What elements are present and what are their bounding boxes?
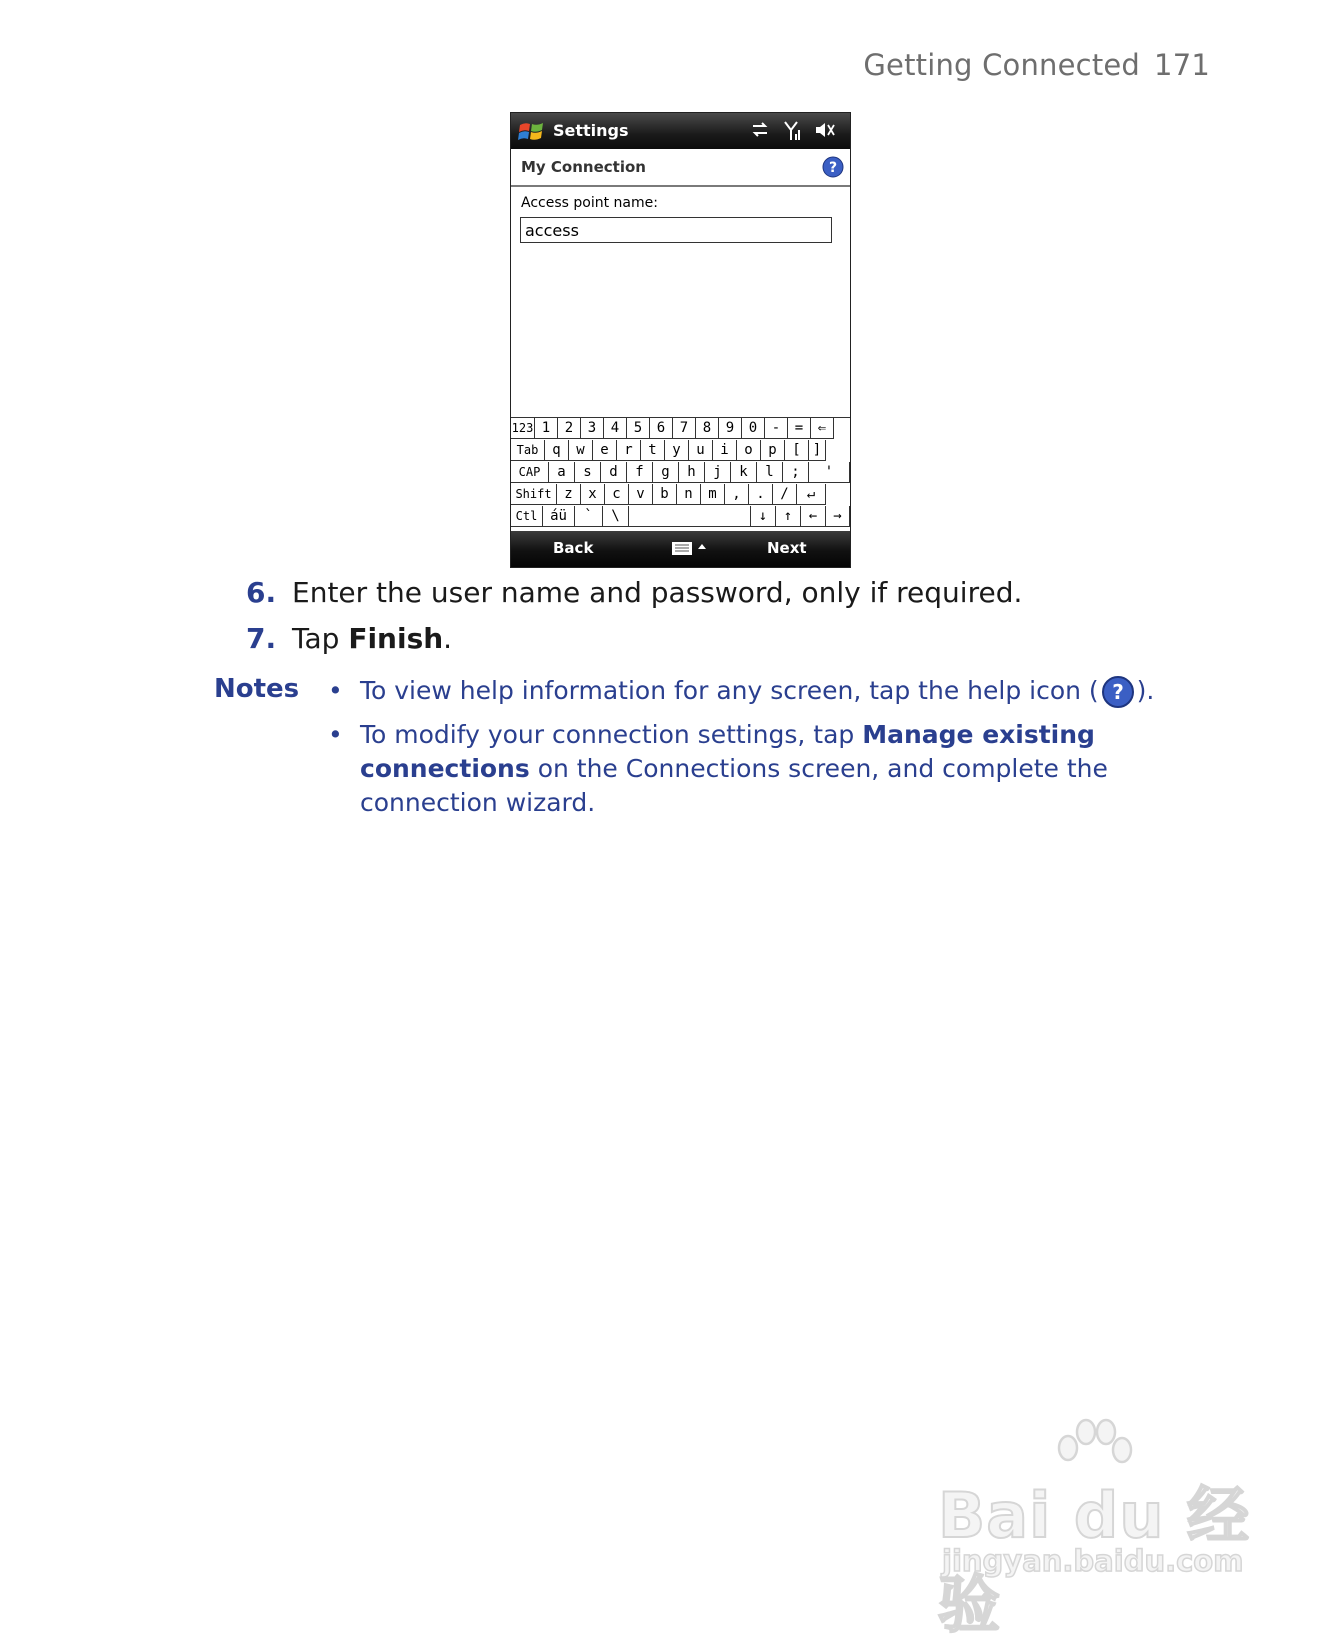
step-text-end: .	[443, 622, 453, 655]
notes-label: Notes	[214, 674, 300, 704]
key[interactable]: y	[665, 440, 689, 461]
note-text: To modify your connection settings, tap	[360, 720, 863, 749]
access-point-name-input[interactable]	[520, 217, 832, 243]
volume-muted-icon[interactable]	[814, 120, 836, 140]
key[interactable]: s	[575, 462, 601, 483]
keyboard-row	[511, 440, 850, 462]
key[interactable]: 0	[742, 418, 765, 439]
key[interactable]: z	[557, 484, 581, 505]
key[interactable]: m	[701, 484, 725, 505]
note-text: To view help information for any screen, tap the help icon (	[360, 676, 1099, 705]
key[interactable]: 9	[719, 418, 742, 439]
watermark-brand: Bai du 经验	[938, 1479, 1251, 1641]
key[interactable]: `	[575, 506, 603, 527]
step-text: Tap	[292, 622, 349, 655]
key[interactable]: d	[601, 462, 627, 483]
key[interactable]: x	[581, 484, 605, 505]
key[interactable]: j	[705, 462, 731, 483]
key[interactable]: →	[826, 506, 850, 527]
step-7	[246, 622, 452, 655]
key[interactable]: =	[788, 418, 811, 439]
key[interactable]: u	[689, 440, 713, 461]
key[interactable]: o	[737, 440, 761, 461]
key[interactable]: /	[773, 484, 797, 505]
finish-emphasis: Finish	[348, 622, 444, 655]
key[interactable]: ⇐	[811, 418, 834, 439]
access-point-label: Access point name:	[521, 195, 658, 211]
key[interactable]: t	[641, 440, 665, 461]
key-space[interactable]	[629, 506, 751, 527]
key[interactable]: p	[761, 440, 785, 461]
key[interactable]: k	[731, 462, 757, 483]
step-number: 7.	[246, 622, 277, 655]
step-text: Enter the user name and password, only if required.	[292, 576, 1023, 609]
note-manage-connections	[328, 718, 1220, 820]
key[interactable]: '	[809, 462, 850, 483]
key[interactable]: ←	[801, 506, 826, 527]
svg-text:?: ?	[1111, 680, 1124, 704]
key[interactable]: 5	[627, 418, 650, 439]
key[interactable]: ↵	[797, 484, 826, 505]
key[interactable]: 3	[581, 418, 604, 439]
key[interactable]: áü	[543, 506, 575, 527]
key[interactable]: ;	[783, 462, 809, 483]
back-softkey[interactable]: Back	[553, 539, 594, 557]
window-title: Settings	[553, 121, 629, 140]
section-title: Getting Connected	[863, 48, 1141, 82]
key[interactable]: .	[749, 484, 773, 505]
key[interactable]: i	[713, 440, 737, 461]
key[interactable]: b	[653, 484, 677, 505]
windows-start-icon[interactable]	[517, 120, 545, 144]
key[interactable]: -	[765, 418, 788, 439]
key[interactable]: a	[549, 462, 575, 483]
status-icons	[742, 120, 836, 142]
key[interactable]: r	[617, 440, 641, 461]
key[interactable]: CAP	[511, 462, 549, 483]
svg-text:?: ?	[828, 160, 838, 176]
key[interactable]: 2	[558, 418, 581, 439]
baidu-watermark	[938, 1418, 1258, 1641]
next-softkey[interactable]: Next	[767, 539, 807, 557]
key[interactable]: n	[677, 484, 701, 505]
key[interactable]: h	[679, 462, 705, 483]
key[interactable]: c	[605, 484, 629, 505]
note-text-end: ).	[1136, 676, 1155, 705]
watermark-url: jingyan.baidu.com	[942, 1544, 1244, 1578]
key[interactable]: \	[603, 506, 629, 527]
key[interactable]: f	[627, 462, 653, 483]
key[interactable]: Ctl	[511, 506, 543, 527]
key[interactable]: 4	[604, 418, 627, 439]
keyboard-row	[511, 462, 850, 484]
manage-connections-emphasis: Manage existing connections	[360, 720, 1095, 783]
key[interactable]: Tab	[511, 440, 545, 461]
key[interactable]: Shift	[511, 484, 557, 505]
page-subtitle: My Connection	[521, 158, 646, 176]
key[interactable]: q	[545, 440, 569, 461]
keyboard-row	[511, 484, 850, 506]
help-icon	[1101, 675, 1135, 709]
title-bar	[511, 113, 850, 149]
key[interactable]: [	[785, 440, 809, 461]
key[interactable]: 6	[650, 418, 673, 439]
key[interactable]: g	[653, 462, 679, 483]
bullet: •	[328, 720, 343, 749]
key[interactable]: l	[757, 462, 783, 483]
softkey-bar	[511, 531, 850, 567]
key[interactable]: ]	[809, 440, 826, 461]
note-help-icon	[328, 674, 1220, 709]
key[interactable]: w	[569, 440, 593, 461]
running-header	[863, 48, 1210, 82]
page-number: 171	[1154, 48, 1210, 82]
keyboard-row	[511, 506, 850, 528]
key[interactable]: ,	[725, 484, 749, 505]
key[interactable]: v	[629, 484, 653, 505]
help-icon[interactable]	[822, 156, 844, 178]
on-screen-keyboard	[511, 417, 850, 532]
step-6	[246, 576, 1022, 609]
keyboard-row	[511, 418, 850, 440]
key[interactable]: ↑	[776, 506, 801, 527]
key[interactable]: 7	[673, 418, 696, 439]
page-subheader	[511, 149, 850, 187]
key[interactable]: 123	[511, 418, 535, 439]
key[interactable]: 8	[696, 418, 719, 439]
bullet: •	[328, 676, 343, 705]
step-number: 6.	[246, 576, 277, 609]
signal-strength-icon[interactable]	[783, 120, 801, 142]
key[interactable]: e	[593, 440, 617, 461]
data-connection-icon[interactable]	[750, 120, 770, 140]
key[interactable]: ↓	[751, 506, 776, 527]
device-screenshot	[510, 112, 851, 568]
keyboard-toggle-icon[interactable]	[671, 540, 709, 558]
note-text-end: on the Connections screen, and complete the connection wizard.	[360, 754, 1108, 817]
key[interactable]: 1	[535, 418, 558, 439]
